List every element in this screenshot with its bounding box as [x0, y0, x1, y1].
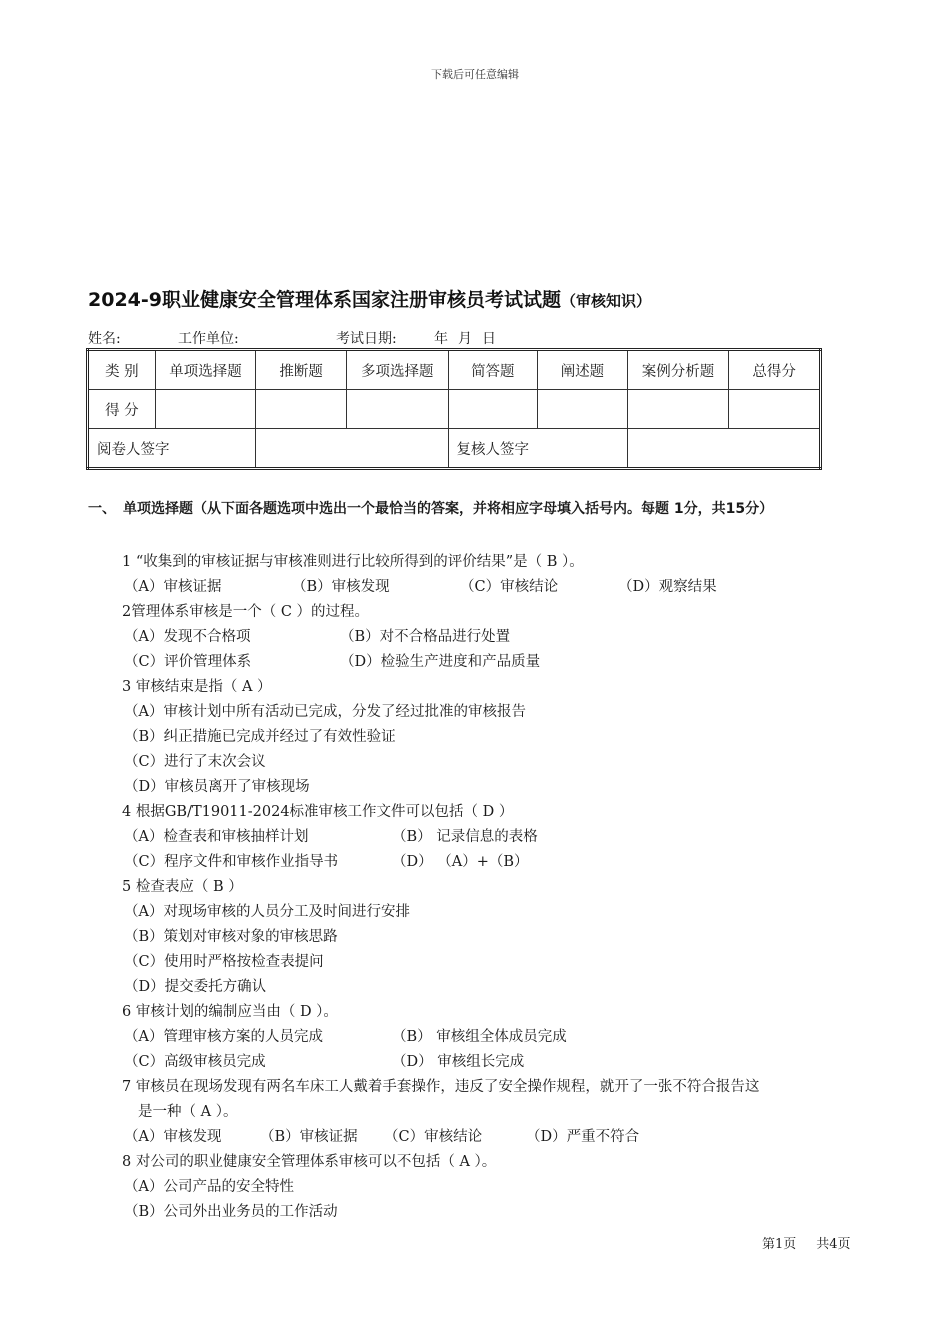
question-7-text-continued: 是一种（ A ）。: [138, 1104, 238, 1120]
question-5-option-b: （B）策划对审核对象的审核思路: [124, 929, 338, 945]
reviewer-signature-cell[interactable]: [627, 429, 820, 469]
unit-label: 工作单位:: [178, 331, 239, 347]
question-2-option-c: （C）评价管理体系: [124, 654, 252, 670]
section-number: 一、: [88, 501, 116, 517]
question-8-option-b: （B）公司外出业务员的工作活动: [124, 1204, 338, 1220]
year-label: 年: [434, 331, 448, 347]
header-judgement: 推断题: [256, 350, 347, 390]
section-heading: [88, 499, 868, 520]
score-cell[interactable]: [448, 390, 538, 429]
question-6-option-d: （D） 审核组长完成: [392, 1054, 525, 1070]
question-4-option-b: （B） 记录信息的表格: [392, 829, 538, 845]
score-row-label: 得 分: [88, 390, 156, 429]
question-1-option-b: （B）审核发现: [292, 579, 390, 595]
page-footer: [762, 1233, 851, 1252]
header-single-choice: 单项选择题: [155, 350, 256, 390]
question-4-option-a: （A）检查表和审核抽样计划: [124, 829, 309, 845]
question-4-option-c: （C）程序文件和审核作业指导书: [124, 854, 339, 870]
score-cell[interactable]: [729, 390, 821, 429]
question-6-option-b: （B） 审核组全体成员完成: [392, 1029, 567, 1045]
question-4-option-d: （D） （A）+（B）: [392, 854, 529, 870]
question-2-option-d: （D）检验生产进度和产品质量: [340, 654, 541, 670]
question-3-option-b: （B）纠正措施已完成并经过了有效性验证: [124, 729, 396, 745]
score-cell[interactable]: [346, 390, 448, 429]
question-7-option-a: （A）审核发现: [124, 1129, 222, 1145]
score-cell[interactable]: [627, 390, 729, 429]
question-7-option-d: （D）严重不符合: [526, 1129, 640, 1145]
table-signature-row: [88, 429, 821, 469]
question-7-option-c: （C）审核结论: [384, 1129, 483, 1145]
question-4-text: 4 根据GB/T19011-2024标准审核工作文件可以包括（ D ）: [122, 804, 514, 820]
page-number: 第1页: [762, 1237, 797, 1252]
examinee-info-line: [88, 328, 496, 348]
month-label: 月: [458, 331, 472, 347]
score-cell[interactable]: [256, 390, 347, 429]
document-title: [88, 285, 888, 312]
score-cell[interactable]: [538, 390, 628, 429]
question-5-option-c: （C）使用时严格按检查表提问: [124, 954, 324, 970]
score-cell[interactable]: [155, 390, 256, 429]
question-8-text: 8 对公司的职业健康安全管理体系审核可以不包括（ A ）。: [122, 1154, 497, 1170]
day-label: 日: [482, 331, 496, 347]
question-6-option-a: （A）管理审核方案的人员完成: [124, 1029, 323, 1045]
question-1-option-d: （D）观察结果: [618, 579, 717, 595]
table-header-row: [88, 350, 821, 390]
title-main: 2024-9职业健康安全管理体系国家注册审核员考试试题: [88, 289, 561, 311]
title-sub: （审核知识）: [561, 292, 652, 310]
total-pages: 共4页: [816, 1237, 851, 1252]
reviewer-signature-label: 复核人签字: [448, 429, 627, 469]
question-5-text: 5 检查表应（ B ）: [122, 879, 243, 895]
question-8-option-a: （A）公司产品的安全特性: [124, 1179, 294, 1195]
question-7-text: 7 审核员在现场发现有两名车床工人戴着手套操作，违反了安全操作规程，就开了一张不符合报告这: [122, 1079, 760, 1095]
question-2-option-b: （B）对不合格品进行处置: [340, 629, 511, 645]
question-6-option-c: （C）高级审核员完成: [124, 1054, 266, 1070]
question-3-option-a: （A）审核计划中所有活动已完成，分发了经过批准的审核报告: [124, 704, 526, 720]
question-3-option-c: （C）进行了末次会议: [124, 754, 266, 770]
question-6-text: 6 审核计划的编制应当由（ D ）。: [122, 1004, 338, 1020]
question-5-option-a: （A）对现场审核的人员分工及时间进行安排: [124, 904, 410, 920]
question-3-text: 3 审核结束是指（ A ）: [122, 679, 272, 695]
header-essay: 阐述题: [538, 350, 628, 390]
header-note: 下载后可任意编辑: [431, 68, 519, 81]
section-text: 单项选择题（从下面各题选项中选出一个最恰当的答案，并将相应字母填入括号内。每题 1分，共15分）: [123, 501, 774, 517]
score-table: [86, 348, 822, 470]
header-category: 类 别: [88, 350, 156, 390]
table-score-row: [88, 390, 821, 429]
header-short-answer: 简答题: [448, 350, 538, 390]
header-total-score: 总得分: [729, 350, 821, 390]
question-1-option-a: （A）审核证据: [124, 579, 222, 595]
grader-signature-label: 阅卷人签字: [88, 429, 256, 469]
question-2-option-a: （A）发现不合格项: [124, 629, 251, 645]
question-3-option-d: （D）审核员离开了审核现场: [124, 779, 310, 795]
question-1-text: 1 “收集到的审核证据与审核准则进行比较所得到的评价结果”是（ B ）。: [122, 554, 584, 570]
header-case-analysis: 案例分析题: [627, 350, 729, 390]
grader-signature-cell[interactable]: [256, 429, 448, 469]
question-1-option-c: （C）审核结论: [460, 579, 559, 595]
question-5-option-d: （D）提交委托方确认: [124, 979, 267, 995]
header-multiple-choice: 多项选择题: [346, 350, 448, 390]
question-2-text: 2管理体系审核是一个（ C ）的过程。: [122, 604, 370, 620]
question-7-option-b: （B）审核证据: [260, 1129, 358, 1145]
name-label: 姓名:: [88, 331, 121, 347]
date-label: 考试日期:: [336, 331, 397, 347]
